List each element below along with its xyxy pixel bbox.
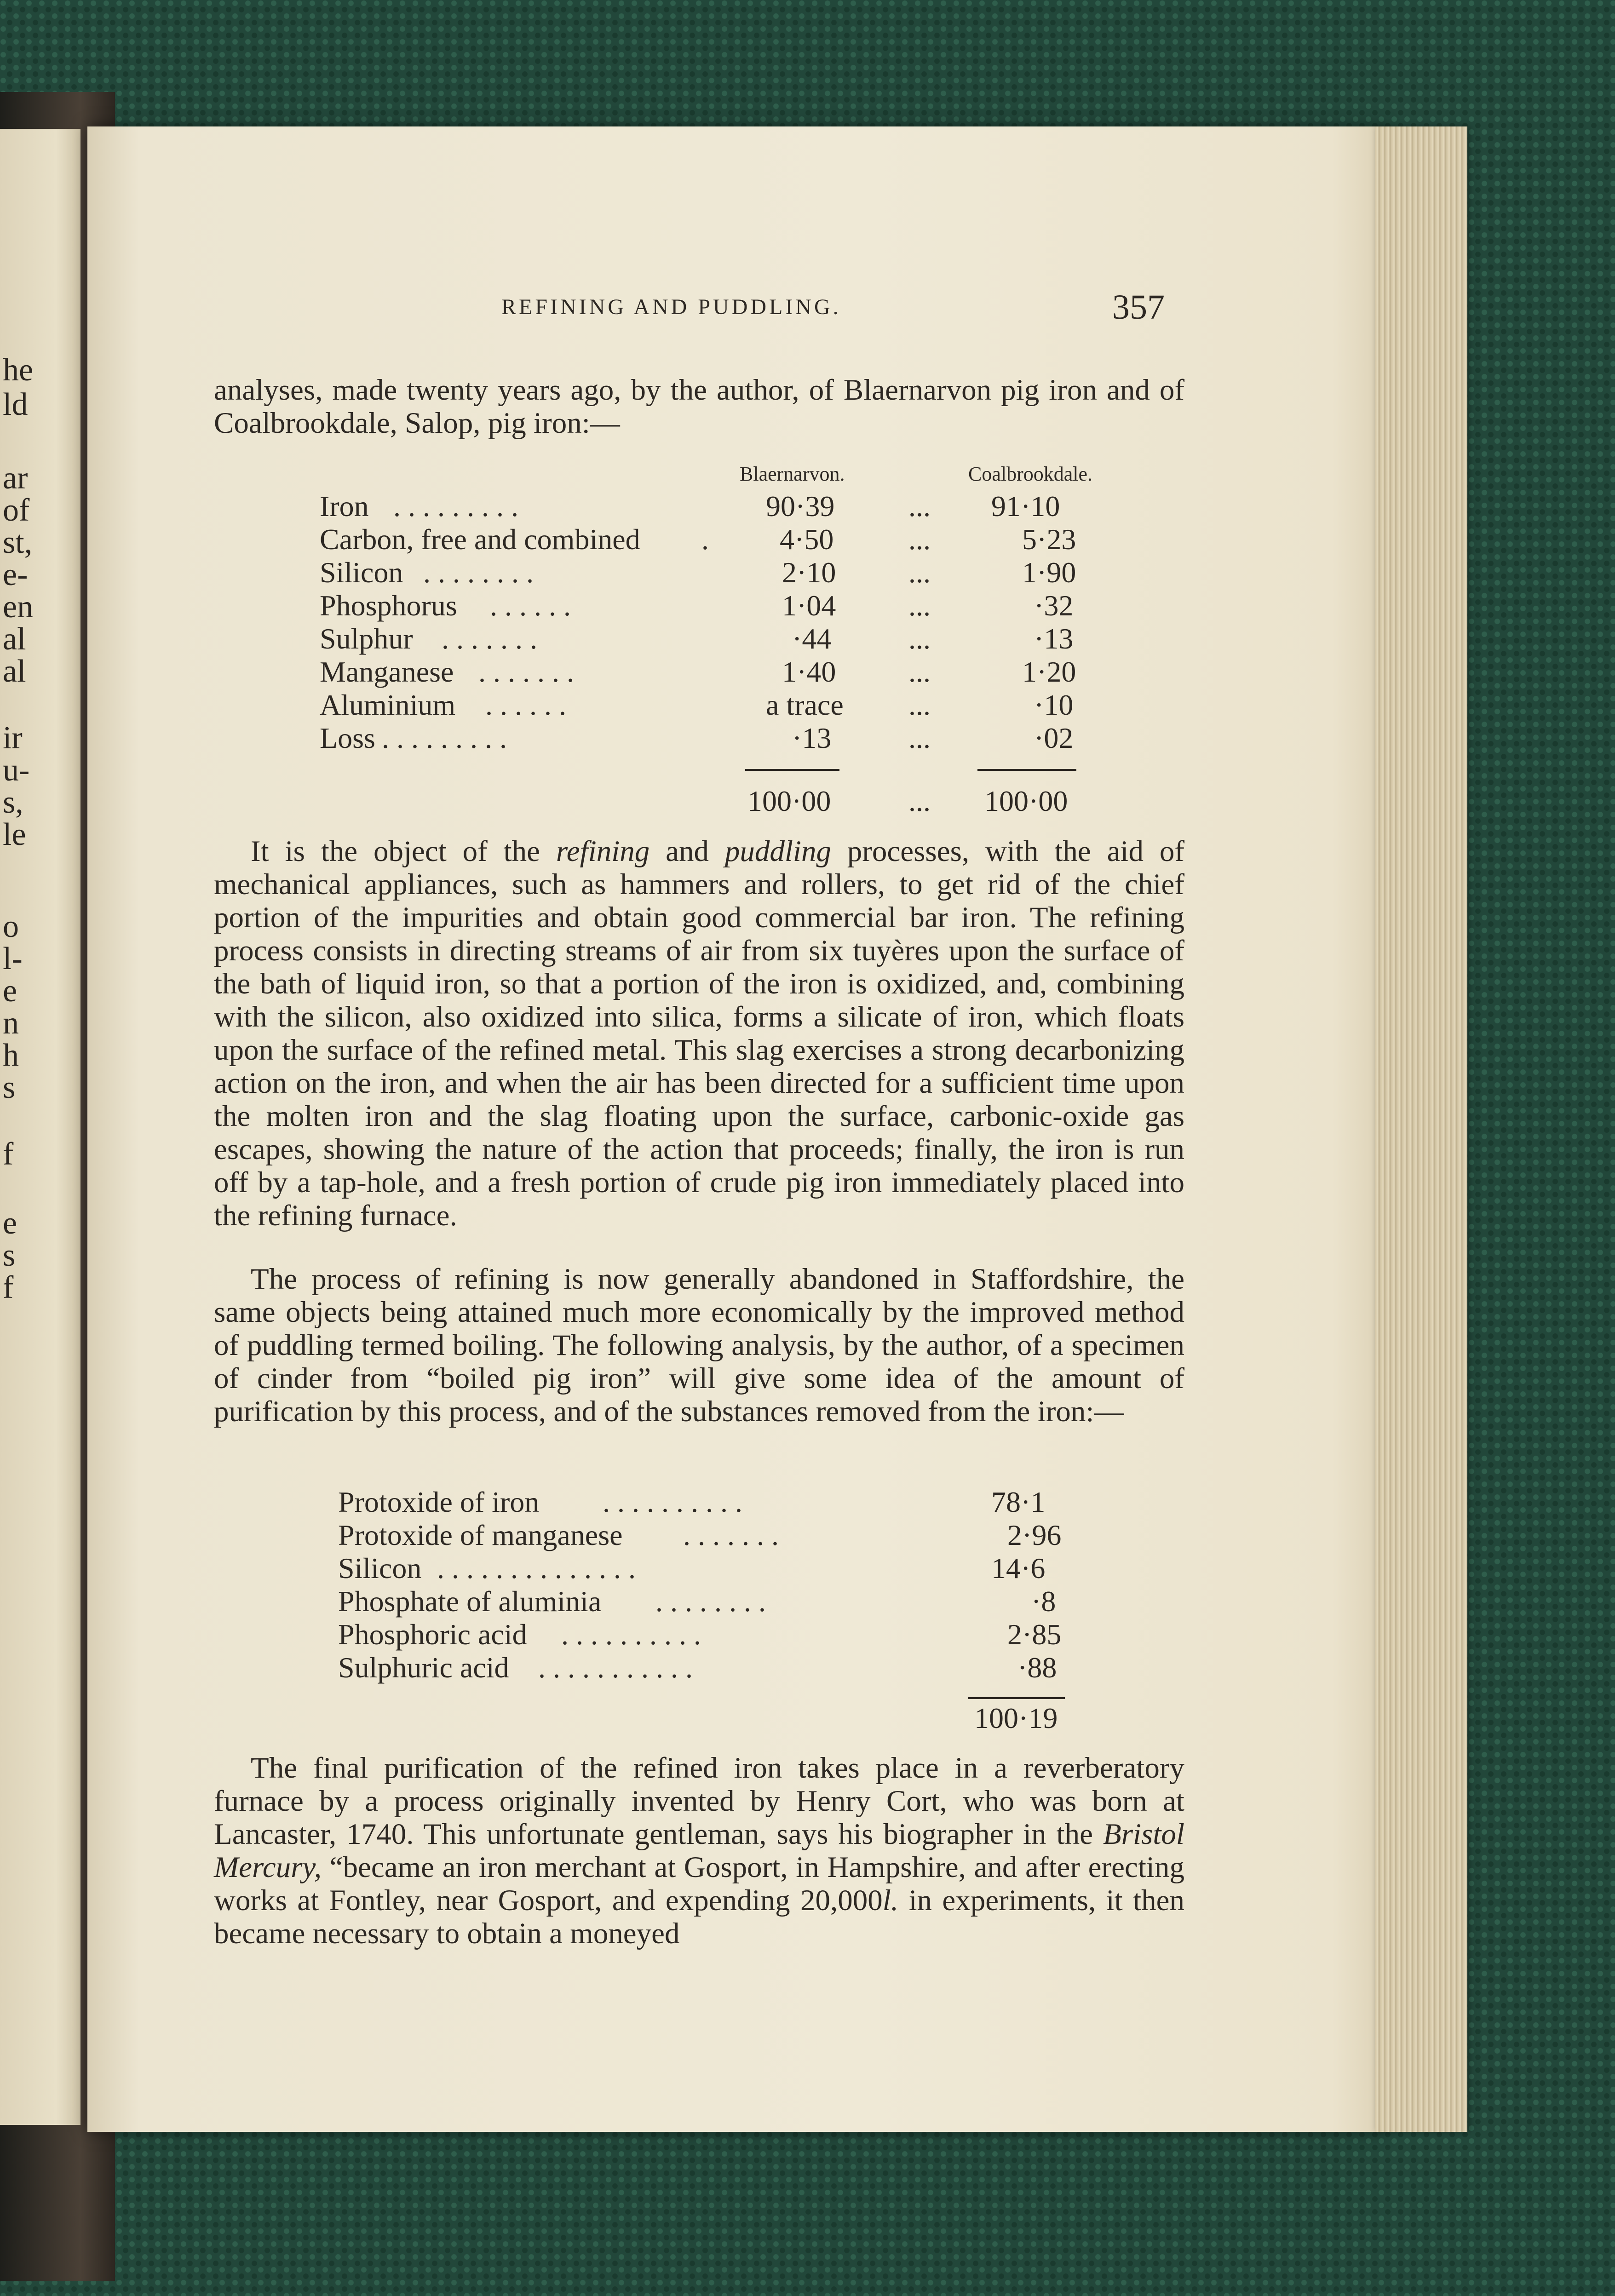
left-page-fragment: s <box>3 1238 16 1273</box>
italic-pound-sign: l. <box>882 1884 899 1917</box>
row-label: Phosphate of aluminia <box>338 1585 602 1618</box>
dot-leader: . . . . . . . . . <box>382 722 507 754</box>
table2-row <box>0 1552 1615 1585</box>
table1-row <box>0 589 1615 625</box>
row-value: ·8 <box>1031 1585 1056 1618</box>
value-coalbrookdale: 1·20 <box>1022 655 1076 688</box>
dot-leader: . <box>701 523 709 556</box>
row-label: Aluminium <box>320 689 456 721</box>
table2-total-row <box>0 1702 1615 1735</box>
row-label: Silicon <box>320 556 403 589</box>
paragraph-text: in experiments, it then became necessary to obtain a moneyed <box>214 1884 1184 1950</box>
value-coalbrookdale: ·32 <box>1034 589 1074 622</box>
left-page-fragment: o <box>3 909 19 944</box>
left-page-fragment: st, <box>3 525 33 560</box>
dot-leader: . . . . . . <box>485 689 566 721</box>
left-page-fragment: le <box>3 817 26 852</box>
table2-rule <box>968 1697 1065 1699</box>
separator: ... <box>908 523 931 556</box>
value-blaernarvon: 90·39 <box>766 490 835 522</box>
row-label: Carbon, free and combined <box>320 523 640 556</box>
dot-leader: . . . . . . . . . <box>393 490 518 522</box>
left-page-fragment: s <box>3 1070 16 1105</box>
total-blaernarvon: 100·00 <box>747 785 831 817</box>
value-coalbrookdale: 91·10 <box>991 490 1060 522</box>
left-page-fragment: l- <box>3 941 23 976</box>
paragraph-boiling: The process of refining is now generally abandoned in Staffordshire, the same objects being attained much more economically by the improved method of puddling termed boiling. The following analysis, by the author, of a specimen of cinder from “boiled pig iron” will give some idea of the amount of purification by this process, and of the substances removed from the iron:— <box>214 1263 1184 1428</box>
value-blaernarvon: 4·50 <box>780 523 834 556</box>
left-page-fragment: en <box>3 589 34 625</box>
table1-total-row <box>0 785 1615 818</box>
separator: ... <box>908 556 931 589</box>
table2-row <box>0 1486 1615 1519</box>
paragraph-refining <box>214 835 1184 1232</box>
row-label: Silicon <box>338 1552 422 1584</box>
column-header-blaernarvon: Blaernarvon. <box>740 463 845 485</box>
row-label: Protoxide of iron <box>338 1486 540 1518</box>
row-label: Phosphorus <box>320 589 457 622</box>
dot-leader: . . . . . . . . . . . <box>538 1651 693 1684</box>
left-page-fragment: e <box>3 973 17 1009</box>
separator: ... <box>908 490 931 522</box>
dot-leader: . . . . . . . . <box>655 1585 766 1618</box>
italic-title-bristol-mercury: Bristol Mercury, <box>214 1818 1184 1884</box>
paragraph-text: and <box>649 835 725 868</box>
value-coalbrookdale: ·02 <box>1034 722 1074 754</box>
value-blaernarvon: a trace <box>766 689 844 721</box>
separator: ... <box>908 722 931 754</box>
dot-leader: . . . . . . . <box>478 655 574 688</box>
left-page-fragment: ld <box>3 387 28 422</box>
left-page-fragment: e <box>3 1205 17 1241</box>
value-coalbrookdale: 5·23 <box>1022 523 1076 556</box>
dot-leader: . . . . . . . <box>442 622 537 655</box>
row-label: Phosphoric acid <box>338 1618 527 1651</box>
left-page-fragment: u- <box>3 752 30 788</box>
table2-row <box>0 1651 1615 1684</box>
intro-paragraph: analyses, made twenty years ago, by the author, of Blaernarvon pig iron and of Coalbrookdale, Salop, pig iron:— <box>214 373 1184 440</box>
table1-rule-blaernarvon <box>745 769 839 771</box>
left-page-fragment: ir <box>3 720 23 756</box>
dot-leader: . . . . . . . . . . . . . . <box>437 1552 636 1584</box>
left-page-fragment: al <box>3 654 26 689</box>
row-label: Sulphur <box>320 622 413 655</box>
row-label: Protoxide of manganese <box>338 1519 623 1551</box>
value-blaernarvon: 1·40 <box>782 655 836 688</box>
left-page-fragment: ar <box>3 460 28 496</box>
value-coalbrookdale: ·13 <box>1034 622 1074 655</box>
paragraph-text: processes, with the aid of mechanical appliances, such as hammers and rollers, to get rid of the chief portion of the impurities and obtain good commercial bar iron. The refining process consists in directing streams of air from six tuyères upon the surface of the bath of liquid iron, so that a portion of the iron is oxidized, and, combining with the silicon, also oxidized into silica, forms a silicate of iron, which floats upon the surface of the refined metal. This slag exercises a strong decarbonizing action on the iron, and when the air has been directed for a sufficient time upon the molten iron and the slag floating upon the surface, carbonic-oxide gas escapes, showing the nature of the action that proceeds; finally, the iron is run off by a tap-hole, and a fresh portion of crude pig iron immediately placed into the refining furnace. <box>214 835 1184 1232</box>
page-number: 357 <box>1112 288 1165 327</box>
page-edges <box>1375 126 1467 2132</box>
row-label: Sulphuric acid <box>338 1651 509 1684</box>
value-coalbrookdale: 1·90 <box>1022 556 1076 589</box>
separator: ... <box>908 589 931 622</box>
left-page-fragment: f <box>3 1137 14 1172</box>
table1-rule-coalbrookdale <box>977 769 1076 771</box>
table1-row <box>0 655 1615 689</box>
value-blaernarvon: ·44 <box>792 622 832 655</box>
table2-row <box>0 1618 1615 1651</box>
dot-leader: . . . . . . . . <box>423 556 534 589</box>
row-label: Iron <box>320 490 369 522</box>
dot-leader: . . . . . . . . . . <box>603 1486 742 1518</box>
value-coalbrookdale: ·10 <box>1034 689 1074 721</box>
table2-row <box>0 1519 1615 1552</box>
running-title: REFINING AND PUDDLING. <box>501 295 841 319</box>
paragraph-text: The final purification of the refined iron takes place in a reverberatory furnace by a process originally invented by Henry Cort, who was born at Lancaster, 1740. This unfortunate gentleman, says his biographer in the <box>214 1751 1184 1851</box>
row-value: ·88 <box>1017 1651 1057 1684</box>
left-page-fragment: al <box>3 621 26 657</box>
table1-row <box>0 622 1615 655</box>
value-blaernarvon: ·13 <box>792 722 832 754</box>
column-header-coalbrookdale: Coalbrookdale. <box>968 463 1093 485</box>
dot-leader: . . . . . . . . . . <box>561 1618 701 1651</box>
table2-row <box>0 1585 1615 1618</box>
row-value: 14·6 <box>991 1552 1046 1584</box>
paragraph-cort <box>214 1751 1184 1950</box>
row-value: 78·1 <box>991 1486 1046 1518</box>
italic-term-refining: refining <box>556 835 650 868</box>
row-label: Manganese <box>320 655 454 688</box>
table1-row <box>0 490 1615 523</box>
paragraph-text: “became an iron merchant at Gosport, in Hampshire, and after erecting works at Fontley, near Gosport, and expending 20,000 <box>214 1851 1184 1917</box>
table1-row <box>0 722 1615 755</box>
left-page-fragment: n <box>3 1005 19 1041</box>
row-value: 2·96 <box>1007 1519 1062 1551</box>
left-page-fragment: f <box>3 1270 14 1305</box>
separator: ... <box>908 689 931 721</box>
italic-term-puddling: puddling <box>724 835 831 868</box>
separator: ... <box>908 655 931 688</box>
table2-total: 100·19 <box>974 1702 1058 1734</box>
table1-row <box>0 689 1615 722</box>
left-page-fragment: s, <box>3 785 23 820</box>
total-coalbrookdale: 100·00 <box>984 785 1068 817</box>
dot-leader: . . . . . . <box>490 589 571 622</box>
separator: ... <box>908 785 931 817</box>
row-value: 2·85 <box>1007 1618 1062 1651</box>
value-blaernarvon: 1·04 <box>782 589 836 622</box>
dot-leader: . . . . . . . <box>683 1519 779 1551</box>
value-blaernarvon: 2·10 <box>782 556 836 589</box>
left-page-fragment: h <box>3 1038 19 1073</box>
paragraph-text: It is the object of the <box>251 835 556 868</box>
separator: ... <box>908 622 931 655</box>
left-page-fragment: he <box>3 352 34 388</box>
table1-row <box>0 556 1615 592</box>
table1-row <box>0 523 1615 556</box>
left-page <box>0 129 80 2125</box>
left-page-fragment: e- <box>3 557 28 592</box>
left-page-fragment: of <box>3 493 30 528</box>
row-label: Loss <box>320 722 375 754</box>
